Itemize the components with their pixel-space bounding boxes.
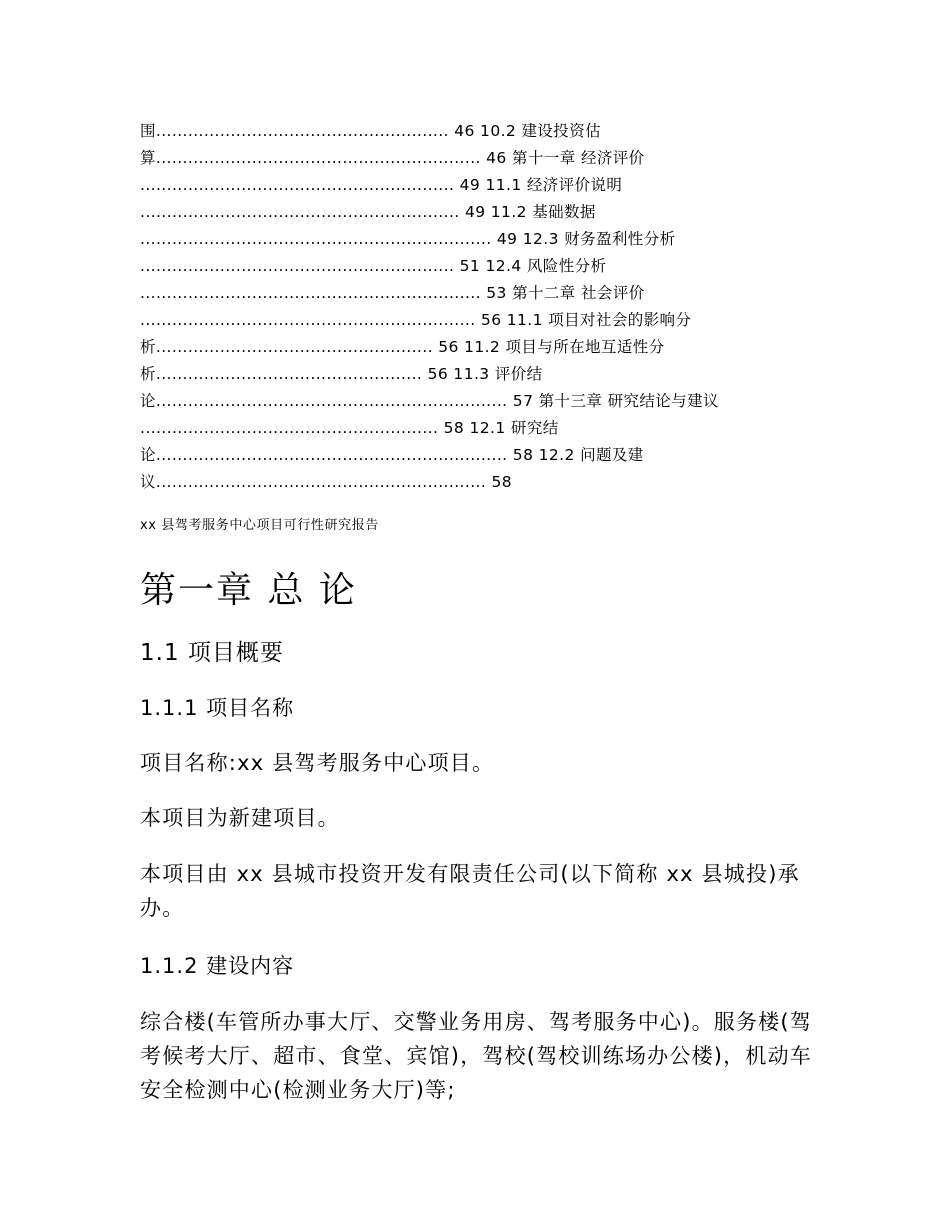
toc-line: 析.................................................. 56 11.3 评价结	[140, 365, 543, 383]
section-heading: 1.1 项目概要	[140, 640, 284, 666]
subsection-heading-project-name: 1.1.1 项目名称	[140, 696, 295, 720]
toc-line: ........................................................... 51 12.4 风险性分析	[140, 257, 607, 275]
paragraph-project-type: 本项目为新建项目。	[140, 806, 340, 830]
chapter-title: 第一章 总 论	[140, 570, 357, 611]
toc-line: 算............................................................. 46 第十一章 经济评价	[140, 149, 645, 167]
toc-line: 论.................................................................. 57 第十三章 研究结论与建议	[140, 392, 719, 410]
toc-line: ............................................................... 56 11.1 项目对社会的影响分	[140, 311, 692, 329]
paragraph-project-undertaker: 本项目由 xx 县城市投资开发有限责任公司(以下简称 xx 县城投)承办。	[140, 862, 800, 920]
toc-line: .................................................................. 49 12.3 财务盈利性分析	[140, 230, 676, 248]
toc-line: 析.................................................... 56 11.2 项目与所在地互适性分	[140, 338, 665, 356]
toc-line: ................................................................ 53 第十二章 社会评价	[140, 284, 645, 302]
running-header: xx 县驾考服务中心项目可行性研究报告	[140, 518, 379, 533]
toc-line: 论.................................................................. 58 12.2 问题及建	[140, 446, 644, 464]
toc-line: 围....................................................... 46 10.2 建设投资估	[140, 122, 602, 140]
subsection-heading-construction-content: 1.1.2 建设内容	[140, 954, 295, 978]
toc-line: 议.............................................................. 58	[140, 473, 513, 491]
toc-line: ........................................................... 49 11.1 经济评价说明	[140, 176, 623, 194]
toc-line: ........................................................ 58 12.1 研究结	[140, 419, 559, 437]
paragraph-construction-content: 综合楼(车管所办事大厅、交警业务用房、驾考服务中心)。服务楼(驾考候考大厅、超市、食堂、宾馆)，驾校(驾校训练场办公楼)，机动车安全检测中心(检测业务大厅)等;	[140, 1010, 812, 1102]
table-of-contents	[140, 118, 820, 496]
paragraph-project-name: 项目名称:xx 县驾考服务中心项目。	[140, 751, 495, 775]
toc-line: ............................................................ 49 11.2 基础数据	[140, 203, 596, 221]
